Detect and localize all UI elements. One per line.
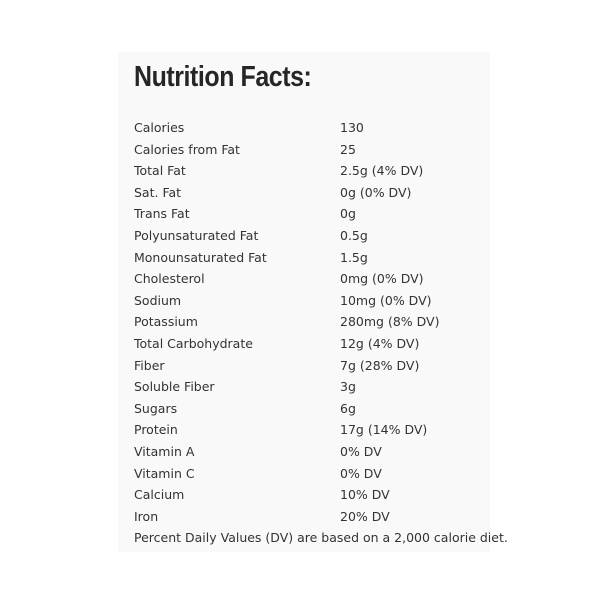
nutrient-value: 280mg (8% DV) <box>340 314 440 330</box>
nutrient-row-calories-from-fat <box>134 139 490 161</box>
nutrient-row-cholesterol <box>134 268 490 290</box>
nutrient-label: Calories from Fat <box>134 141 240 157</box>
nutrient-row-fiber <box>134 355 490 377</box>
nutrient-value: 0g <box>340 206 356 222</box>
nutrient-row-iron <box>134 506 490 528</box>
nutrition-facts-panel <box>118 52 508 552</box>
nutrient-label: Sat. Fat <box>134 184 182 200</box>
nutrient-value: 7g (28% DV) <box>340 357 420 373</box>
nutrient-label: Total Carbohydrate <box>134 335 253 351</box>
nutrient-row-vitamin-a <box>134 441 490 463</box>
daily-value-footnote: Percent Daily Values (DV) are based on a 2,000 calorie diet. <box>134 530 508 546</box>
nutrient-label: Sodium <box>134 292 182 308</box>
nutrient-label: Iron <box>134 508 159 524</box>
nutrient-value: 0% DV <box>340 465 382 481</box>
nutrient-label: Trans Fat <box>134 206 190 222</box>
nutrient-row-potassium <box>134 311 490 333</box>
nutrient-value: 1.5g <box>340 249 368 265</box>
nutrient-row-vitamin-c <box>134 463 490 485</box>
nutrient-value: 0% DV <box>340 443 382 459</box>
nutrient-label: Polyunsaturated Fat <box>134 227 259 243</box>
nutrient-label: Vitamin C <box>134 465 195 481</box>
nutrient-label: Monounsaturated Fat <box>134 249 267 265</box>
nutrient-value: 17g (14% DV) <box>340 422 428 438</box>
nutrient-label: Calories <box>134 120 185 135</box>
nutrient-label: Sugars <box>134 400 178 416</box>
nutrient-label: Vitamin A <box>134 443 195 459</box>
nutrient-row-polyunsaturated-fat <box>134 225 490 247</box>
nutrient-row-total-carbohydrate <box>134 333 490 355</box>
nutrient-label: Protein <box>134 422 178 438</box>
nutrient-value: 10mg (0% DV) <box>340 292 432 308</box>
nutrient-row-sugars <box>134 398 490 420</box>
nutrient-label: Soluble Fiber <box>134 379 215 395</box>
nutrient-value: 3g <box>340 379 356 395</box>
nutrient-value: 12g (4% DV) <box>340 335 420 351</box>
nutrient-value: 0g (0% DV) <box>340 184 412 200</box>
nutrient-value: 20% DV <box>340 508 390 524</box>
nutrient-row-sat-fat <box>134 182 490 204</box>
nutrient-label: Potassium <box>134 314 198 330</box>
nutrient-row-trans-fat <box>134 203 490 225</box>
nutrient-value: 10% DV <box>340 487 390 503</box>
nutrient-value: 6g <box>340 400 356 416</box>
nutrient-row-soluble-fiber <box>134 376 490 398</box>
nutrient-value: 2.5g (4% DV) <box>340 163 424 179</box>
nutrient-row-calcium <box>134 484 490 506</box>
nutrient-row-sodium <box>134 290 490 312</box>
nutrient-label: Fiber <box>134 357 165 373</box>
nutrient-row-calories <box>134 117 490 139</box>
nutrient-row-total-fat <box>134 160 490 182</box>
nutrient-value: 0mg (0% DV) <box>340 271 424 287</box>
nutrient-label: Calcium <box>134 487 185 503</box>
nutrition-facts-title: Nutrition Facts: <box>134 61 312 93</box>
nutrient-value: 25 <box>340 141 356 157</box>
nutrient-value: 130 <box>340 120 364 135</box>
nutrient-value: 0.5g <box>340 227 368 243</box>
nutrient-label: Cholesterol <box>134 271 205 287</box>
nutrient-row-protein <box>134 419 490 441</box>
nutrient-label: Total Fat <box>134 163 186 179</box>
nutrient-row-monounsaturated-fat <box>134 247 490 269</box>
nutrition-table <box>134 117 490 527</box>
